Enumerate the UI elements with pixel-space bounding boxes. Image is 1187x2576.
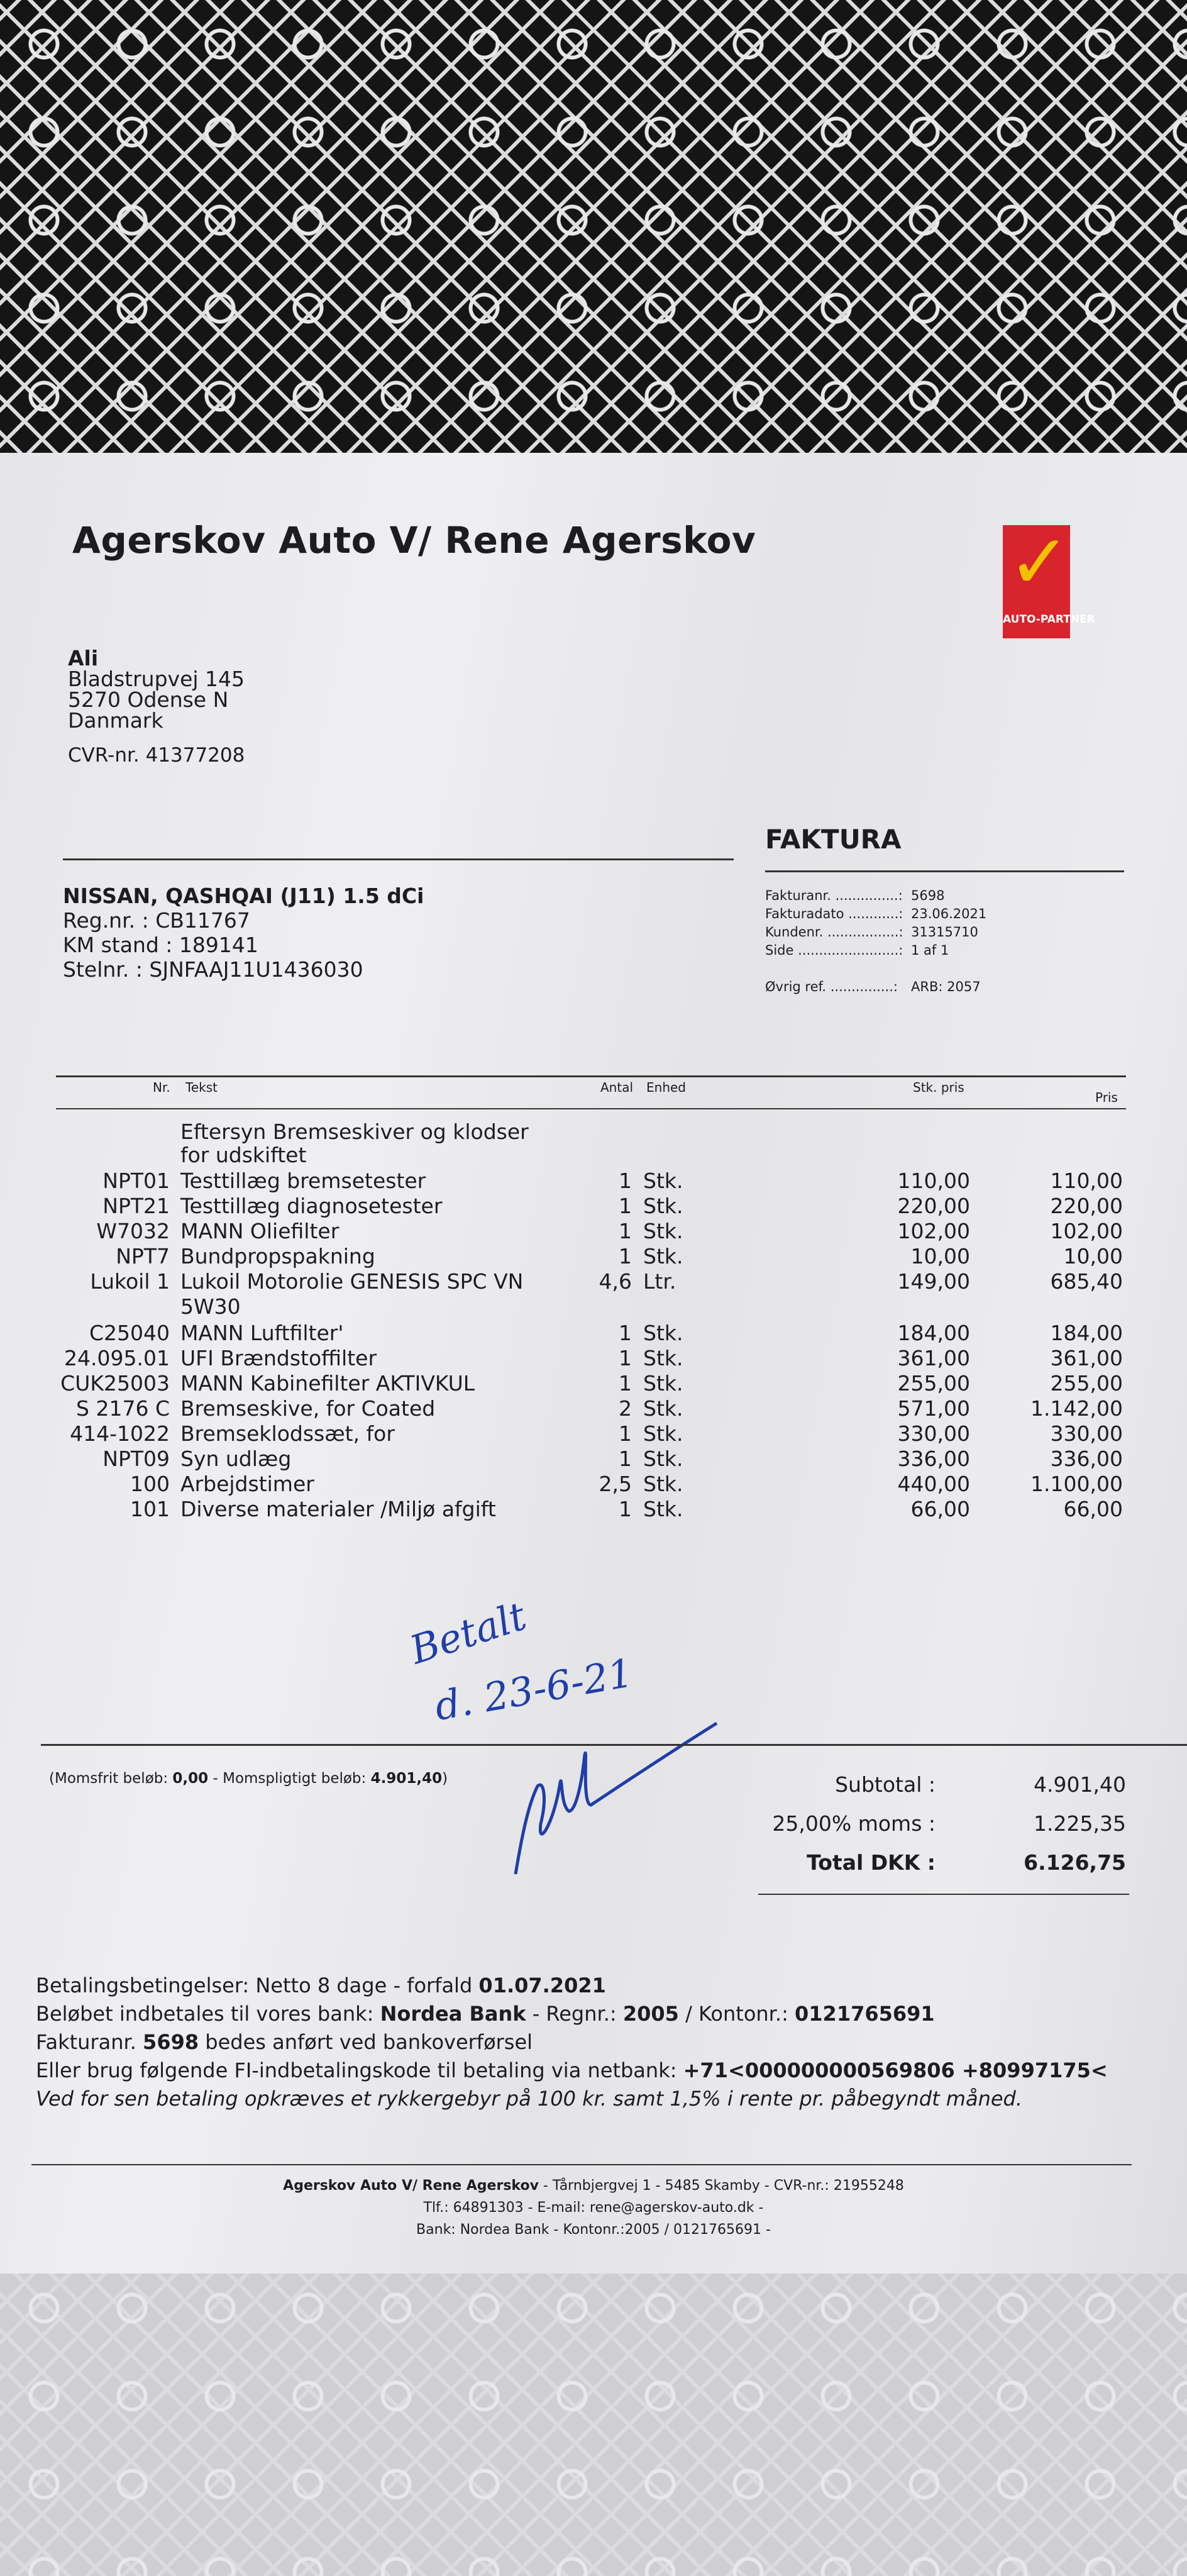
divider [765, 870, 1124, 872]
item-number: NPT01 [102, 1169, 170, 1193]
item-unit-price: 361,00 [897, 1346, 970, 1370]
item-unit: Stk. [643, 1446, 683, 1471]
table-row [0, 1346, 1187, 1371]
bank-name: Nordea Bank [380, 2002, 526, 2026]
intro-line [0, 1143, 1187, 1168]
header-enhed: Enhed [646, 1080, 686, 1095]
table-row [0, 1294, 1187, 1319]
lace-tablecloth-top [0, 0, 1187, 465]
header-stk-pris: Stk. pris [913, 1080, 964, 1095]
vehicle-model: NISSAN, QASHQAI (J11) 1.5 dCi [63, 884, 424, 908]
header-tekst: Tekst [185, 1080, 218, 1095]
item-unit-price: 571,00 [897, 1396, 970, 1421]
signature-scribble [402, 1597, 729, 1887]
item-price: 66,00 [1063, 1497, 1123, 1521]
item-number: NPT7 [116, 1244, 170, 1269]
logo-text: AUTO-PARTNER [1003, 613, 1095, 626]
subtotal-value: 4.901,40 [1034, 1772, 1126, 1797]
item-price: 685,40 [1050, 1269, 1123, 1294]
table-row [0, 1194, 1187, 1219]
item-unit: Stk. [643, 1194, 683, 1218]
item-description: Bremseskive, for Coated [180, 1396, 436, 1421]
table-row [0, 1421, 1187, 1446]
item-number: CUK25003 [60, 1371, 170, 1396]
reg-number: 2005 [622, 2002, 679, 2026]
item-number: 101 [130, 1497, 170, 1521]
item-unit: Stk. [643, 1321, 683, 1345]
total-value: 6.126,75 [1024, 1850, 1126, 1875]
table-row [0, 1169, 1187, 1194]
item-unit-price: 220,00 [897, 1194, 970, 1218]
vat-free-amount: 0,00 [172, 1770, 209, 1787]
item-unit-price: 440,00 [897, 1472, 970, 1496]
payment-line: Betalingsbetingelser: Netto 8 dage - forfald 01.07.2021 [36, 1974, 606, 1997]
item-quantity: 1 [619, 1497, 632, 1521]
table-row [0, 1244, 1187, 1269]
item-unit-price: 184,00 [897, 1321, 970, 1345]
checkmark-icon: ✓ [1008, 519, 1071, 606]
table-row [0, 1497, 1187, 1522]
customer-address [68, 648, 245, 731]
vat-breakdown [49, 1770, 448, 1787]
item-price: 10,00 [1063, 1244, 1123, 1269]
item-price: 330,00 [1050, 1421, 1123, 1446]
payment-line: Fakturanr. 5698 bedes anført ved bankoverførsel [36, 2030, 533, 2054]
customer-name: Ali [68, 646, 99, 670]
subtotal-label: Subtotal : [835, 1772, 936, 1797]
customer-country: Danmark [68, 708, 163, 733]
customer-city: 5270 Odense N [68, 687, 229, 712]
autopartner-logo [1003, 519, 1095, 638]
payment-line: Eller brug følgende FI-indbetalingskode til betaling via netbank: +71<000000000569806 +80997175< [36, 2058, 1108, 2082]
vat-label: 25,00% moms : [772, 1811, 936, 1836]
item-unit: Stk. [643, 1421, 683, 1446]
item-price: 255,00 [1050, 1371, 1123, 1396]
payment-terms [36, 1972, 1108, 2113]
item-unit: Stk. [643, 1396, 683, 1421]
item-unit-price: 102,00 [897, 1219, 970, 1243]
item-description: Testtillæg diagnosetester [180, 1194, 443, 1218]
item-description: UFI Brændstoffilter [180, 1346, 377, 1370]
item-quantity: 1 [619, 1321, 632, 1345]
invoice-ref: 5698 [143, 2030, 199, 2054]
item-quantity: 1 [619, 1446, 632, 1471]
intro-text: for udskiftet [180, 1143, 307, 1167]
payment-line: Beløbet indbetales til vores bank: Nordea Bank - Regnr.: 2005 / Kontonr.: 0121765691 [36, 2002, 935, 2026]
item-quantity: 1 [619, 1421, 632, 1446]
vehicle-km: KM stand : 189141 [63, 933, 258, 957]
item-unit-price: 255,00 [897, 1371, 970, 1396]
company-footer [0, 2175, 1187, 2241]
item-quantity: 2 [619, 1396, 632, 1421]
item-unit-price: 330,00 [897, 1421, 970, 1446]
taxable-amount: 4.901,40 [370, 1770, 443, 1787]
item-unit: Stk. [643, 1169, 683, 1193]
intro-line [0, 1119, 1187, 1145]
item-unit: Stk. [643, 1219, 683, 1243]
table-header-border [56, 1108, 1126, 1109]
document-title: FAKTURA [765, 824, 902, 855]
item-price: 110,00 [1050, 1169, 1123, 1193]
table-top-border [56, 1075, 1126, 1077]
other-ref: ARB: 2057 [911, 979, 981, 994]
fi-code: +71<000000000569806 +80997175< [683, 2058, 1108, 2082]
item-number: 414-1022 [70, 1421, 170, 1446]
item-number: S 2176 C [76, 1396, 170, 1421]
item-description: MANN Kabinefilter AKTIVKUL [180, 1371, 475, 1396]
intro-text: Eftersyn Bremseskiver og klodser [180, 1119, 529, 1144]
info-label: Side ........................: [765, 943, 903, 958]
item-quantity: 1 [619, 1371, 632, 1396]
table-row [0, 1321, 1187, 1346]
vehicle-info [63, 884, 424, 982]
item-description: Bremseklodssæt, for [180, 1421, 395, 1446]
customer-number: 31315710 [911, 924, 978, 940]
item-unit: Stk. [643, 1371, 683, 1396]
due-date: 01.07.2021 [478, 1974, 606, 1997]
item-number: 100 [130, 1472, 170, 1496]
vehicle-stelnr: Stelnr. : SJNFAAJ11U1436030 [63, 957, 363, 982]
invoice-number: 5698 [911, 888, 945, 903]
table-row [0, 1396, 1187, 1421]
item-price: 1.142,00 [1030, 1396, 1123, 1421]
moms-label: - Momspligtigt beløb: [208, 1770, 371, 1787]
item-number: 24.095.01 [64, 1346, 170, 1370]
invoice-date: 23.06.2021 [911, 906, 987, 921]
table-row [0, 1371, 1187, 1396]
item-quantity: 4,6 [599, 1269, 632, 1294]
account-number: 0121765691 [795, 2002, 935, 2026]
header-pris: Pris [1095, 1090, 1118, 1105]
item-description: MANN Luftfilter' [180, 1321, 344, 1345]
item-number: NPT09 [102, 1446, 170, 1471]
footer-bank: Bank: Nordea Bank - Kontonr.:2005 / 0121765691 - [416, 2222, 771, 2238]
item-quantity: 1 [619, 1219, 632, 1243]
item-number: NPT21 [102, 1194, 170, 1218]
handwritten-paid: Betalt [404, 1592, 532, 1674]
customer-street: Bladstrupvej 145 [68, 667, 245, 691]
invoice-info [765, 887, 986, 996]
item-unit: Stk. [643, 1472, 683, 1496]
item-price: 220,00 [1050, 1194, 1123, 1218]
footer-contact: Tlf.: 64891303 - E-mail: rene@agerskov-auto.dk - [423, 2200, 764, 2216]
info-label: Øvrig ref. ...............: [765, 979, 898, 994]
vat-value: 1.225,35 [1034, 1811, 1126, 1836]
footer-divider [31, 2164, 1132, 2165]
item-unit: Stk. [643, 1346, 683, 1370]
item-number: C25040 [89, 1321, 170, 1345]
table-row [0, 1472, 1187, 1497]
moms-label: ) [442, 1770, 448, 1787]
info-label: Kundenr. .................: [765, 924, 903, 940]
handwritten-payment-note [402, 1592, 729, 1887]
item-quantity: 2,5 [599, 1472, 632, 1496]
item-description: Diverse materialer /Miljø afgift [180, 1497, 496, 1521]
page-number: 1 af 1 [911, 943, 949, 958]
item-description: Syn udlæg [180, 1446, 292, 1471]
vehicle-reg: Reg.nr. : CB11767 [63, 908, 250, 933]
item-price: 336,00 [1050, 1446, 1123, 1471]
footer-company: Agerskov Auto V/ Rene Agerskov [283, 2178, 539, 2194]
table-row [0, 1219, 1187, 1244]
info-label: Fakturadato ............: [765, 906, 903, 921]
item-quantity: 1 [619, 1346, 632, 1370]
item-unit: Stk. [643, 1497, 683, 1521]
item-price: 361,00 [1050, 1346, 1123, 1370]
company-name: Agerskov Auto V/ Rene Agerskov [72, 519, 756, 562]
item-number: W7032 [96, 1219, 170, 1243]
item-unit: Stk. [643, 1244, 683, 1269]
late-fee-note: Ved for sen betaling opkræves et rykkergebyr på 100 kr. samt 1,5% i rente pr. påbegyndt måned. [36, 2087, 1023, 2111]
moms-label: (Momsfrit beløb: [49, 1770, 173, 1787]
item-description: Bundpropspakning [180, 1244, 375, 1269]
item-unit-price: 66,00 [910, 1497, 970, 1521]
footer-address: - Tårnbjergvej 1 - 5485 Skamby - CVR-nr.: 21955248 [538, 2178, 904, 2194]
item-unit-price: 336,00 [897, 1446, 970, 1471]
item-price: 184,00 [1050, 1321, 1123, 1345]
item-price: 102,00 [1050, 1219, 1123, 1243]
item-description: 5W30 [180, 1294, 241, 1319]
item-number: Lukoil 1 [90, 1269, 170, 1294]
table-row [0, 1269, 1187, 1294]
lace-tablecloth-bottom [0, 2264, 1187, 2576]
header-nr: Nr. [153, 1080, 170, 1095]
header-antal: Antal [600, 1080, 634, 1095]
item-unit: Ltr. [643, 1269, 676, 1294]
total-underline [758, 1894, 1129, 1895]
table-row [0, 1446, 1187, 1472]
handwritten-date: d. 23-6-21 [431, 1649, 637, 1730]
item-quantity: 1 [619, 1244, 632, 1269]
customer-cvr: CVR-nr. 41377208 [68, 744, 245, 767]
totals-divider [41, 1744, 1187, 1746]
item-quantity: 1 [619, 1194, 632, 1218]
divider [63, 858, 734, 860]
info-label: Fakturanr. ...............: [765, 888, 903, 903]
item-unit-price: 10,00 [910, 1244, 970, 1269]
item-description: Lukoil Motorolie GENESIS SPC VN [180, 1269, 524, 1294]
item-unit-price: 149,00 [897, 1269, 970, 1294]
total-label: Total DKK : [807, 1850, 936, 1875]
item-description: Arbejdstimer [180, 1472, 314, 1496]
item-description: MANN Oliefilter [180, 1219, 340, 1243]
item-price: 1.100,00 [1030, 1472, 1123, 1496]
item-description: Testtillæg bremsetester [180, 1169, 426, 1193]
item-quantity: 1 [619, 1169, 632, 1193]
item-unit-price: 110,00 [897, 1169, 970, 1193]
